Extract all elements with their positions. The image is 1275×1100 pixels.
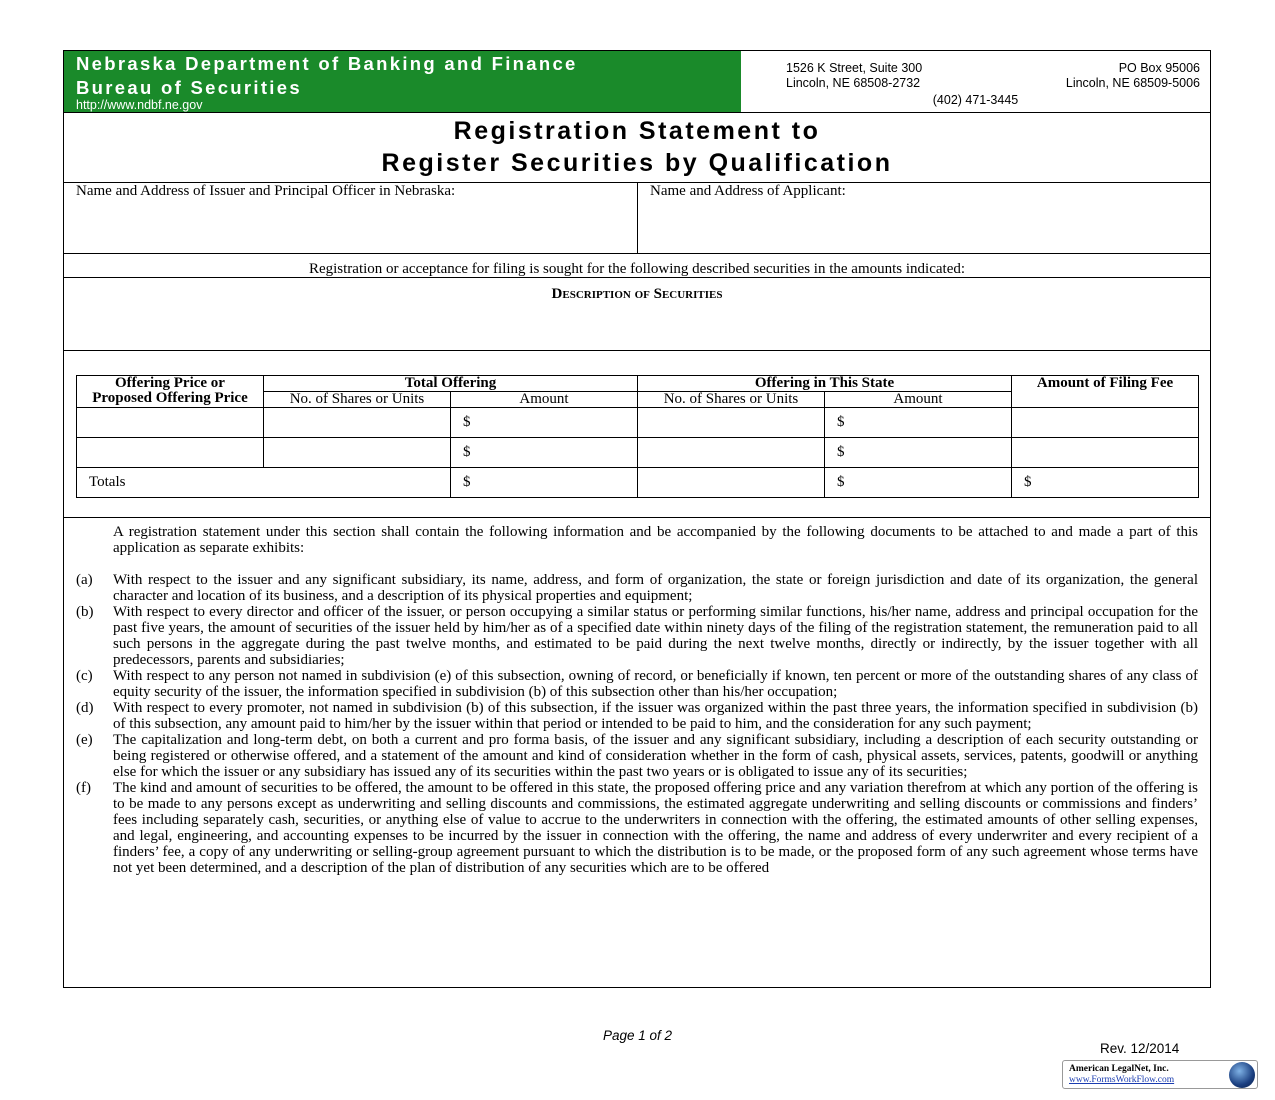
item-text: With respect to every promoter, not named in subdivision (b) of this subsection, if the issuer was organized within the past three years, the information specified in subdivision (b) of this subsection, any amount paid to him/her by the issuer within that period or intended to be paid to him, and the consideration for any such payment; [113, 700, 1198, 732]
page-number: Page 1 of 2 [602, 1028, 673, 1043]
col-state-amount: Amount [825, 392, 1012, 408]
po-box: PO Box 95006 [1118, 61, 1200, 75]
issuer-label: Name and Address of Issuer and Principal Officer in Nebraska: [76, 183, 456, 199]
item-text: With respect to any person not named in subdivision (e) of this subsection, owning of record, or beneficially if known, ten percent or more of the outstanding shares of any class of equity security of the issuer, the information specified in subdivision (b) of this subsection other than his/her occupation; [113, 668, 1198, 700]
form-title-line2: Register Securities by Qualification [381, 149, 893, 177]
phone-number: (402) 471-3445 [932, 93, 1019, 107]
currency-symbol: $ [463, 414, 471, 430]
totals-label: Totals [77, 468, 451, 498]
item-text: With respect to every director and officer of the issuer, or person occupying a similar status or performing similar functions, his/her name, address and principal occupation for the past five years, the amount of securities of the issuer held by him/her as of a specified date within ninety days of the filing of the registration statement, the remuneration paid to all such persons in the aggregate during the past twelve months, and estimated to be paid during the next twelve months, directly or indirectly, by the issuer together with all predecessors, parents and subsidiaries; [113, 604, 1198, 668]
list-item [76, 572, 1198, 604]
currency-symbol: $ [837, 414, 845, 430]
vendor-link[interactable]: www.FormsWorkFlow.com [1069, 1075, 1175, 1085]
state-shares-cell[interactable] [638, 438, 825, 468]
description-input[interactable] [68, 306, 1206, 346]
agency-header [64, 51, 741, 112]
col-total-offering: Total Offering [264, 376, 638, 392]
filing-fee-cell[interactable] [1012, 438, 1199, 468]
filing-fee-total-cell[interactable] [1012, 468, 1199, 498]
vendor-name: American LegalNet, Inc. [1069, 1064, 1169, 1074]
bureau-name: Bureau of Securities [76, 77, 302, 98]
currency-symbol: $ [463, 474, 471, 490]
revision-date: Rev. 12/2014 [1100, 1041, 1180, 1056]
state-amount-total-cell[interactable] [825, 468, 1012, 498]
list-item [76, 732, 1198, 780]
street-line: 1526 K Street, Suite 300 [786, 61, 923, 75]
list-item [76, 604, 1198, 668]
divider [64, 112, 1210, 113]
securities-table [76, 375, 1199, 498]
offering-price-cell[interactable] [77, 408, 264, 438]
agency-name: Nebraska Department of Banking and Finance [76, 53, 578, 74]
vendor-badge[interactable] [1062, 1060, 1258, 1089]
item-text: The capitalization and long-term debt, on both a current and pro forma basis, of the issuer and any significant subsidiary, including a description of each security outstanding or being registered or otherwise offered, and a statement of the amount and kind of consideration whether in the form of cash, physical assets, services, patents, goodwill or anything else for which the issuer or any subsidiary has issued any of its securities within the past two years or is obligated to issue any of its securities; [113, 732, 1198, 780]
currency-symbol: $ [463, 444, 471, 460]
divider [64, 350, 1210, 351]
item-key: (c) [76, 668, 93, 684]
instructions [76, 524, 1198, 876]
col-total-shares: No. of Shares or Units [264, 392, 451, 408]
applicant-input[interactable] [642, 203, 1206, 249]
currency-symbol: $ [1024, 474, 1032, 490]
table-row [77, 438, 1199, 468]
po-address [1000, 61, 1200, 91]
divider [637, 183, 638, 253]
po-city: Lincoln, NE 68509-5006 [1065, 76, 1200, 90]
filing-fee-cell[interactable] [1012, 408, 1199, 438]
total-shares-cell[interactable] [264, 408, 451, 438]
item-text: With respect to the issuer and any significant subsidiary, its name, address, and form of organization, the state or foreign jurisdiction and date of its organization, the general character and location of its business, and a description of its physical properties and equipment; [113, 572, 1198, 604]
item-key: (d) [76, 700, 94, 716]
state-shares-cell[interactable] [638, 408, 825, 438]
issuer-input[interactable] [68, 203, 633, 249]
col-state-shares: No. of Shares or Units [638, 392, 825, 408]
currency-symbol: $ [837, 474, 845, 490]
registration-sentence: Registration or acceptance for filing is sought for the following described securities in the amounts indicated: [308, 261, 966, 277]
total-amount-cell[interactable] [451, 408, 638, 438]
item-key: (b) [76, 604, 94, 620]
item-key: (f) [76, 780, 91, 796]
agency-website-link[interactable]: http://www.ndbf.ne.gov [76, 98, 203, 112]
total-shares-cell[interactable] [264, 438, 451, 468]
col-offering-price: Offering Price or Proposed Offering Price [77, 376, 264, 408]
col-offering-in-state: Offering in This State [638, 376, 1012, 392]
total-amount-total-cell[interactable] [451, 468, 638, 498]
total-amount-cell[interactable] [451, 438, 638, 468]
col-total-amount: Amount [451, 392, 638, 408]
description-heading [64, 286, 1210, 303]
item-key: (e) [76, 732, 93, 748]
form-title-line1: Registration Statement to [453, 117, 821, 145]
state-amount-cell[interactable] [825, 408, 1012, 438]
list-item [76, 668, 1198, 700]
street-address [786, 61, 922, 91]
item-text: The kind and amount of securities to be offered, the amount to be offered in this state, the proposed offering price and any variation therefrom at which any portion of the offering is to be made to any persons except as underwriting and selling discounts and commissions, the estimated aggregate underwriting and selling discounts or commissions and finders’ fees including separately cash, securities, or anything else of value to accrue to the underwriters in connection with the offering, the estimated amounts of other selling expenses, and legal, engineering, and accounting expenses to be incurred by the issuer in connection with the offering, the name and address of every underwriter and every recipient of a finders’ fee, a copy of any underwriting or selling-group agreement pursuant to which the distribution is to be made, or the proposed form of any such agreement whose terms have not yet been determined, and a description of the plan of distribution of any securities which are to be offered [113, 780, 1198, 876]
list-item [76, 700, 1198, 732]
col-filing-fee: Amount of Filing Fee [1012, 376, 1199, 408]
globe-icon [1229, 1062, 1255, 1088]
state-amount-cell[interactable] [825, 438, 1012, 468]
offering-price-cell[interactable] [77, 438, 264, 468]
table-row [77, 408, 1199, 438]
currency-symbol: $ [837, 444, 845, 460]
item-key: (a) [76, 572, 93, 588]
applicant-label: Name and Address of Applicant: [650, 183, 846, 199]
description-heading-text: Description of Securities [551, 286, 723, 302]
totals-row [77, 468, 1199, 498]
state-shares-total-cell[interactable] [638, 468, 825, 498]
street-city: Lincoln, NE 68508-2732 [786, 76, 921, 90]
instructions-intro: A registration statement under this section shall contain the following information and be accompanied by the following documents to be attached to and made a part of this application as separate exhibits: [113, 524, 1198, 556]
divider [64, 253, 1210, 254]
divider [64, 517, 1210, 518]
list-item [76, 780, 1198, 876]
divider [63, 987, 1211, 988]
